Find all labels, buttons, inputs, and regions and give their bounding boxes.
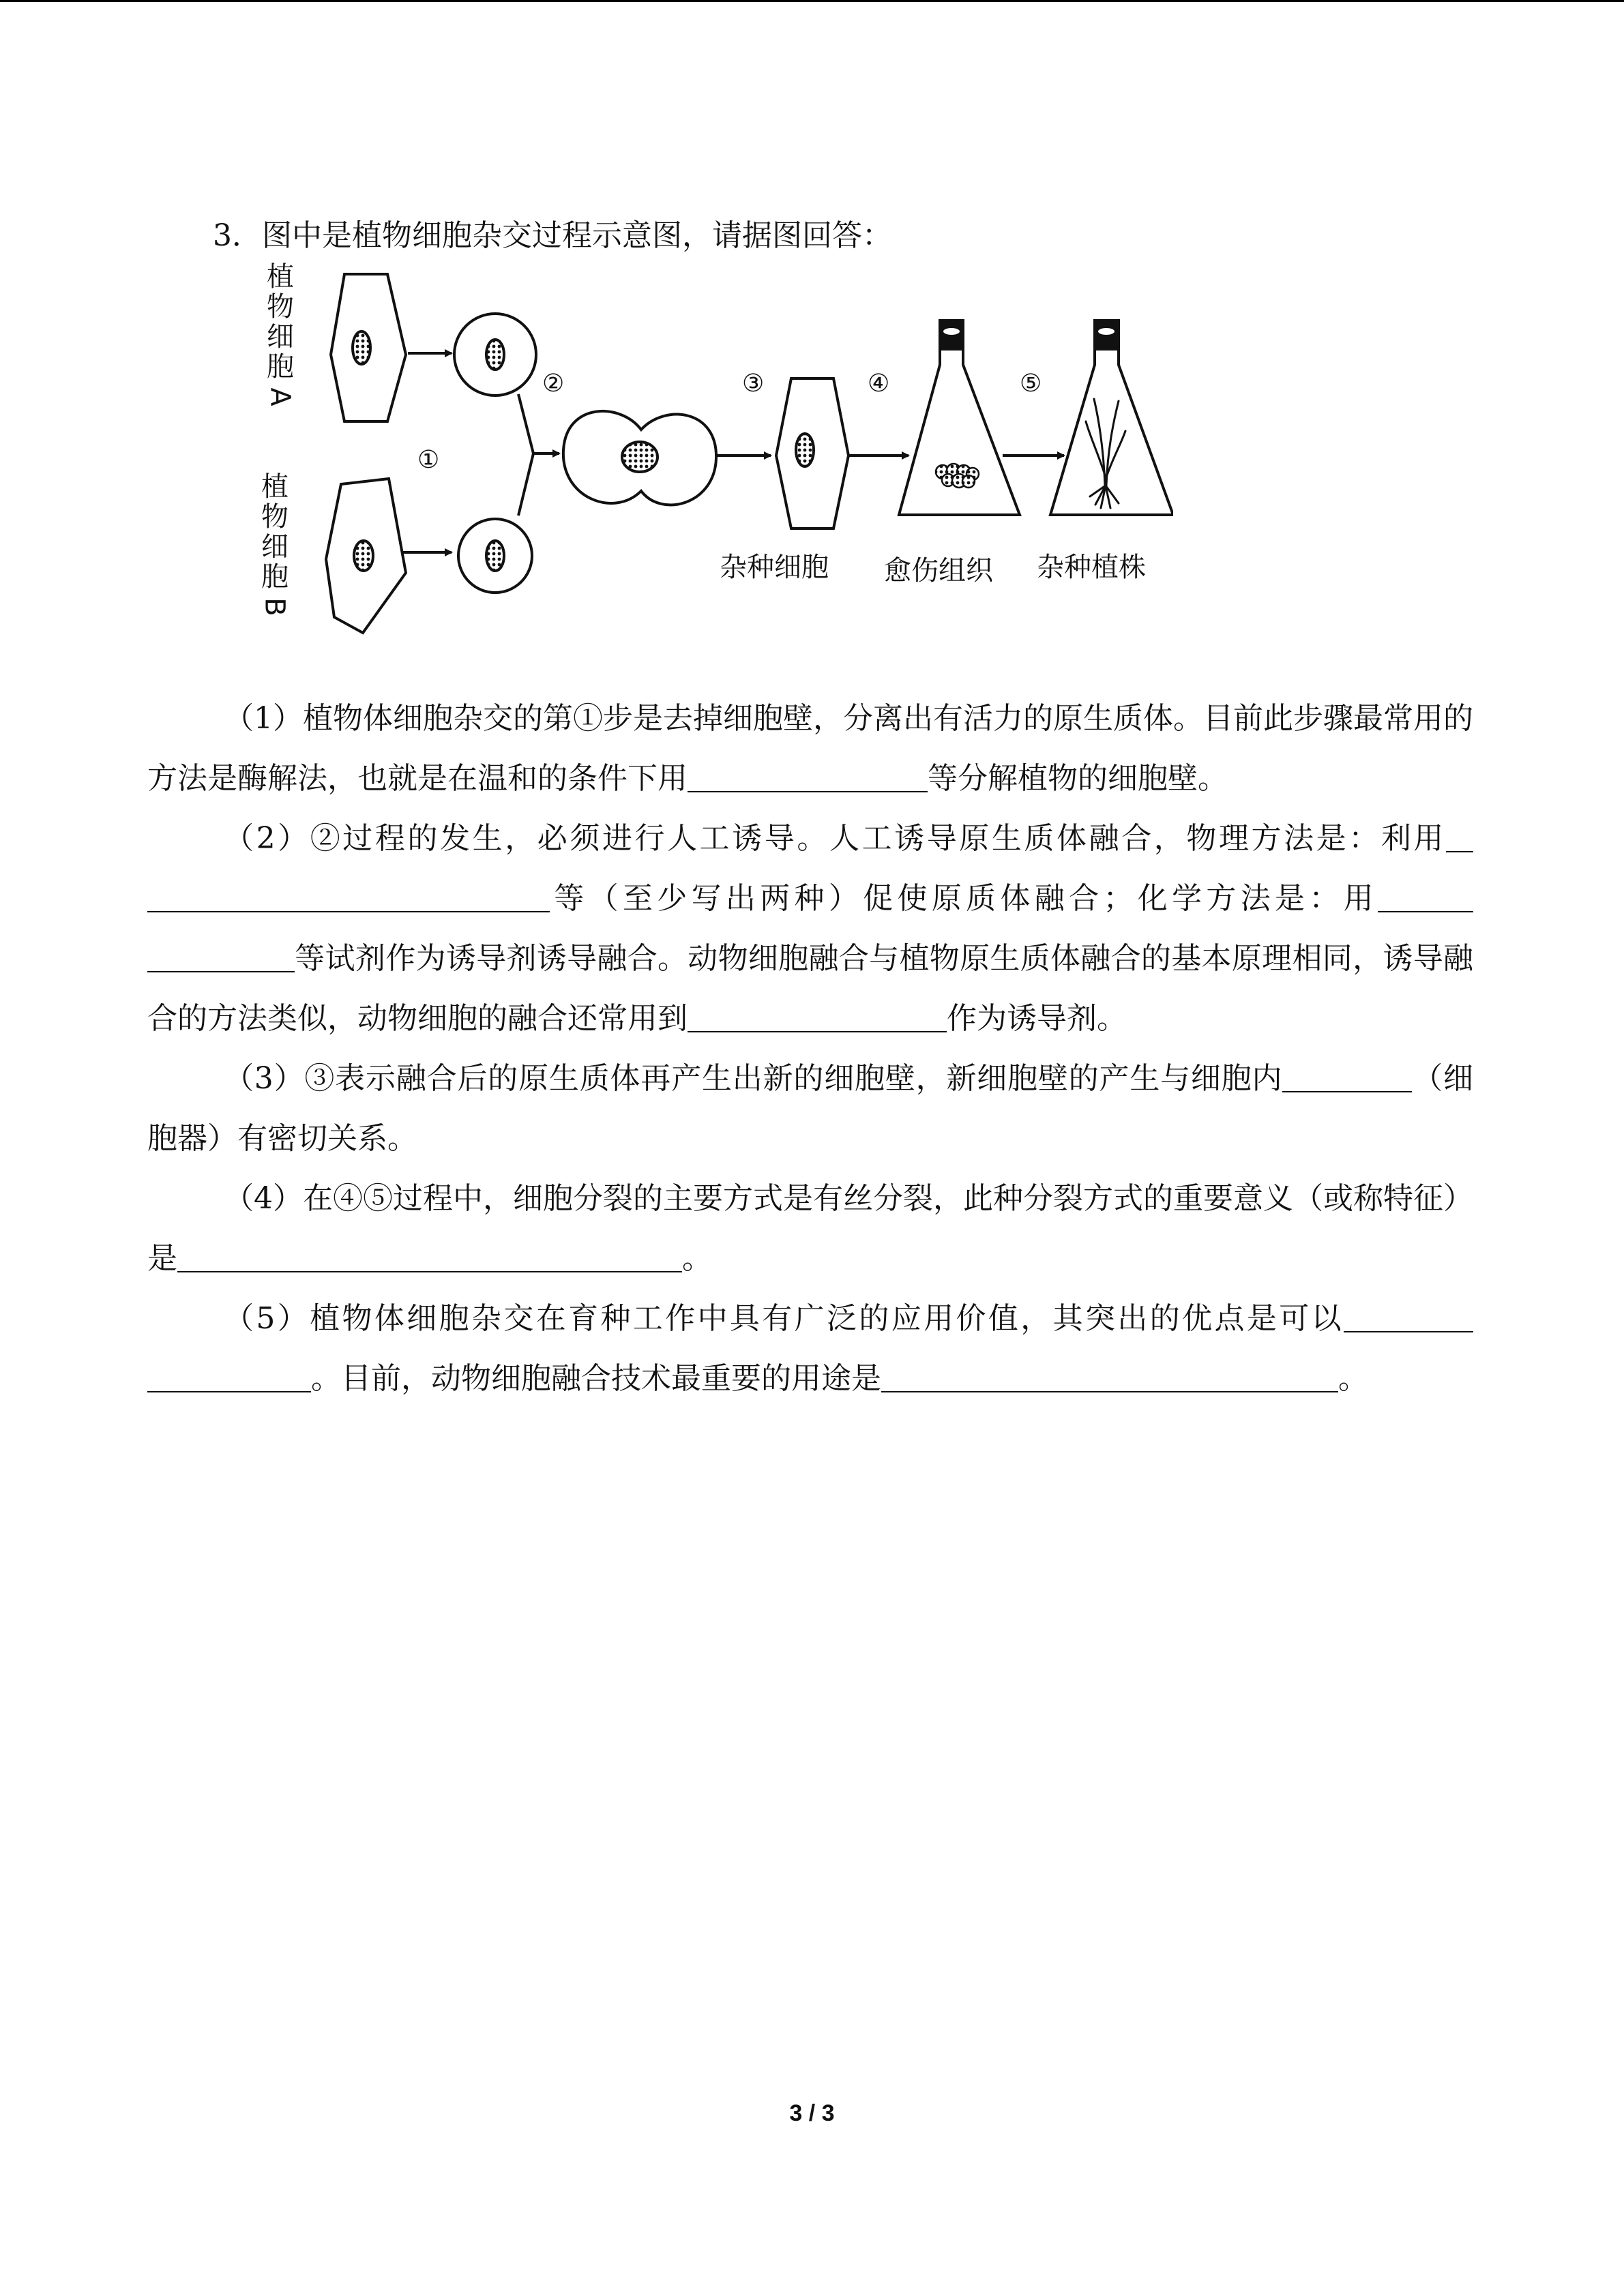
hybrid-nucleus <box>796 434 814 466</box>
question-title: 3．图中是植物细胞杂交过程示意图，请据图回答： <box>213 218 892 253</box>
question-body <box>147 689 1473 1409</box>
nucleus-a <box>353 331 370 364</box>
answer-blank-3[interactable] <box>1282 1061 1412 1092</box>
label-plant-cell-b-letter: B <box>259 597 291 616</box>
flask-plantlet-stopper <box>1095 320 1119 351</box>
fused-nucleus <box>622 442 658 472</box>
answer-blank-2c[interactable] <box>1378 881 1473 912</box>
answer-blank-2d[interactable] <box>147 941 295 972</box>
hybrid-plantlet <box>1086 399 1125 508</box>
page-number: 3 / 3 <box>789 2100 835 2126</box>
nucleus-b <box>354 541 373 571</box>
label-plant-cell-a-letter: A <box>265 387 296 406</box>
answer-blank-2b[interactable] <box>147 881 550 912</box>
caption-callus: 愈伤组织 <box>884 555 993 586</box>
flask-callus-stopper-hole <box>943 328 960 335</box>
flask-plantlet-stopper-hole <box>1098 328 1114 335</box>
step-1-label: ① <box>417 446 440 474</box>
sub-question-5: （5）植物体细胞杂交在育种工作中具有广泛的应用价值，其突出的优点是可以。目前，动物细胞融合技术最重要的用途是 。 <box>147 1289 1473 1409</box>
label-plant-cell-b-text: 植物细胞 <box>261 471 289 593</box>
step-5-label: ⑤ <box>1020 370 1042 398</box>
nucleus-protoplast-a <box>486 340 504 370</box>
answer-blank-5b[interactable] <box>147 1361 311 1392</box>
converge-line-a <box>518 394 533 453</box>
page-top-border <box>0 0 1624 2</box>
caption-hybrid-cell: 杂种细胞 <box>720 552 829 583</box>
sub-question-4: （4）在④⑤过程中，细胞分裂的主要方式是有丝分裂，此种分裂方式的重要意义（或称特征）是 。 <box>147 1181 1473 1276</box>
step-3-label: ③ <box>742 370 765 398</box>
sub-question-2: （2）②过程的发生，必须进行人工诱导。人工诱导原生质体融合，物理方法是：利用等（至少写出两种）促使原质体融合；化学方法是：用等试剂作为诱导剂诱导融合。动物细胞融合与植物原生质体融合的基本原理相同，诱导融合的方法类似，动物细胞的融合还常用到 作为诱导剂。 <box>147 821 1473 1036</box>
answer-blank-2a[interactable] <box>1446 821 1473 852</box>
callus-tissue <box>936 464 979 488</box>
answer-blank-1[interactable] <box>688 761 928 792</box>
answer-blank-5c[interactable] <box>881 1361 1338 1392</box>
step-4-label: ④ <box>868 370 890 398</box>
sub-question-1: （1）植物体细胞杂交的第①步是去掉细胞壁，分离出有活力的原生质体。目前此步骤最常用的方法是酶解法，也就是在温和的条件下用 等分解植物的细胞壁。 <box>147 701 1473 796</box>
sub-question-3: （3）③表示融合后的原生质体再产生出新的细胞壁，新细胞壁的产生与细胞内 （细胞器）有密切关系。 <box>147 1061 1473 1156</box>
caption-hybrid-plant: 杂种植株 <box>1037 552 1146 583</box>
flask-callus-stopper <box>940 320 963 351</box>
label-plant-cell-a-text: 植物细胞 <box>267 261 294 383</box>
converge-line-b <box>518 453 533 516</box>
answer-blank-5a[interactable] <box>1344 1301 1473 1332</box>
answer-blank-2e[interactable] <box>688 1001 947 1032</box>
step-2-label: ② <box>542 370 565 398</box>
cell-hybridization-diagram <box>246 259 1173 655</box>
nucleus-protoplast-b <box>486 541 504 571</box>
answer-blank-4[interactable] <box>177 1241 682 1272</box>
